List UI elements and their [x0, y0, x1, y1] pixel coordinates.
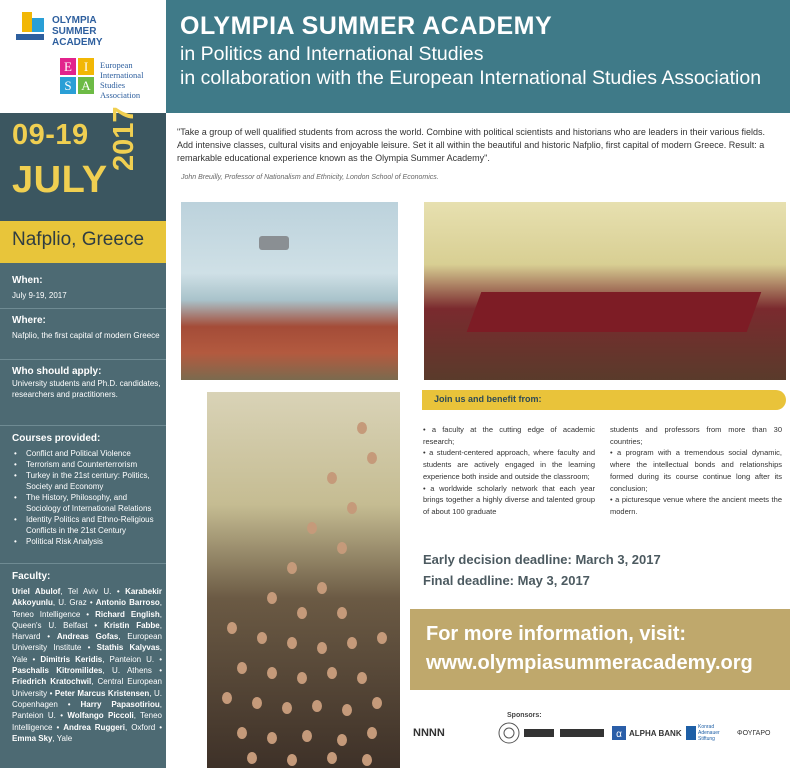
faculty-affiliation: , Panteion U. • [102, 654, 162, 664]
course-list [12, 448, 162, 547]
faculty-affiliation: , Central European University • [12, 677, 162, 698]
divider [0, 359, 166, 360]
person-shape [372, 697, 382, 709]
benefit-column-2 [610, 424, 782, 518]
faculty-name: Uriel Abulof [12, 587, 61, 596]
faculty-name: Andreas Gofas [56, 632, 119, 642]
person-shape [307, 522, 317, 534]
person-shape [327, 667, 337, 679]
person-shape [337, 734, 347, 746]
person-shape [367, 727, 377, 739]
person-shape [347, 637, 357, 649]
faculty-affiliation: , Yale [52, 733, 73, 743]
faculty-name: Friedrich Kratochwil [12, 677, 92, 687]
when-section: When: July 9-19, 2017 [12, 275, 67, 300]
faculty-name: Peter Marcus Kristensen [54, 688, 150, 698]
final-deadline: Final deadline: May 3, 2017 [423, 573, 590, 588]
page-subtitle-2: in collaboration with the European International Studies Association [180, 67, 762, 89]
person-shape [357, 672, 367, 684]
testimonial-quote: "Take a group of well qualified students from across the world. Combine with political scientists and historians who are leaders in their various fields. Add intensive classes, cultural visits and enjoyable leisure. Set it all within the beautiful and historic Nafplio, first capital of modern Greece. Result: a remarkable educational experience known as the Olympia Summer Academy". [177, 127, 765, 163]
page-title: OLYMPIA SUMMER ACADEMY [180, 12, 553, 40]
classroom-photo [424, 202, 786, 380]
date-box [0, 106, 166, 221]
date-days: 09-19 [12, 119, 89, 151]
website-link[interactable]: www.olympiasummeracademy.org [426, 652, 753, 674]
person-shape [267, 667, 277, 679]
sponsor-alpha-bank: ALPHA BANK [629, 728, 682, 738]
benefit-item: • a faculty at the cutting edge of academic research; [423, 425, 595, 446]
logo-area [0, 0, 166, 113]
course-item: • The History, Philosophy, and Sociology of International Relations [12, 492, 162, 514]
eisa-logo-icon: E I S A [60, 58, 96, 100]
person-shape [327, 472, 337, 484]
person-shape [367, 452, 377, 464]
faculty-name: Emma Sky [12, 733, 53, 743]
sponsor-kas: Konrad Adenauer Stiftung [698, 724, 720, 742]
info-heading: For more information, visit: [426, 623, 687, 645]
benefit-item: • a worldwide scholarly network that each year brings together a highly diverse and talented group of about 100 graduate [423, 483, 595, 516]
faculty-affiliation: , Queen's U. Belfast • [12, 609, 162, 630]
course-item: • Conflict and Political Violence [12, 448, 162, 459]
person-shape [297, 607, 307, 619]
course-item: • Identity Politics and Ethno-Religious Conflicts in the 21st Century [12, 514, 162, 536]
nafplio-photo [181, 202, 398, 380]
person-shape [237, 662, 247, 674]
faculty-name: Stathis Kalyvas [96, 643, 160, 653]
date-year: 2017 [108, 106, 140, 171]
faculty-affiliation: , U. Graz • [52, 598, 96, 608]
benefit-heading: Join us and benefit from: [434, 394, 542, 404]
sponsors-label: Sponsors: [507, 712, 542, 719]
faculty-name: Andrea Ruggeri [63, 722, 125, 732]
person-shape [337, 607, 347, 619]
faculty-affiliation: , U. Copenhagen • [12, 688, 162, 709]
person-shape [377, 632, 387, 644]
faculty-list [12, 586, 162, 744]
person-shape [297, 672, 307, 684]
faculty-affiliation: , Teneo Intelligence • [12, 598, 163, 619]
faculty-affiliation: , Yale • [12, 643, 163, 664]
faculty-affiliation: , Teneo Intelligence • [12, 711, 162, 732]
svg-text:α: α [616, 729, 622, 740]
person-shape [287, 562, 297, 574]
divider [0, 425, 166, 426]
person-shape [282, 702, 292, 714]
faculty-affiliation: , Oxford • [125, 722, 162, 732]
person-shape [287, 754, 297, 766]
benefit-item: • a program with a tremendous social dynamic, where the intellectual bonds and relationships formed during its course continue long after its conclusion; [610, 448, 782, 493]
group-photo [207, 392, 400, 768]
person-shape [317, 582, 327, 594]
person-shape [222, 692, 232, 704]
alpha-bank-icon [612, 722, 626, 744]
divider [0, 563, 166, 564]
faculty-name: Wolfango Piccoli [67, 711, 134, 721]
sidebar [0, 106, 166, 768]
courses-section: Courses provided: • Conflict and Political Violence • Terrorism and Counterterrorism • Turkey in the 21st century: Politics, Society and Economy • The History, Philosophy, and Sociology of International Relations • Identity Politics and Ethno-Religious Conflicts in the 21st Century • Political Risk Analysis [12, 433, 162, 547]
olympia-logo-mark-icon [16, 12, 44, 46]
course-item: • Political Risk Analysis [12, 536, 162, 547]
header-banner [0, 0, 790, 113]
page-subtitle-1: in Politics and International Studies [180, 43, 484, 65]
benefit-item: students and professors from more than 30 countries; [610, 425, 782, 446]
person-shape [357, 422, 367, 434]
divider [0, 308, 166, 309]
location-banner: Nafplio, Greece [0, 221, 166, 263]
person-shape [312, 700, 322, 712]
faculty-affiliation: , Harvard • [12, 620, 162, 642]
person-shape [362, 754, 372, 766]
sponsor-logo-icon [560, 722, 604, 744]
course-item: • Terrorism and Counterterrorism [12, 459, 162, 470]
benefit-column-1 [423, 424, 595, 518]
kas-icon [686, 722, 696, 744]
person-shape [302, 730, 312, 742]
faculty-section: Faculty: Uriel Abulof, Tel Aviv U. • Karabekir Akkoyunlu, U. Graz • Antonio Barroso, Teneo Intelligence • Richard English, Queen's U. Belfast • Kristin Fabbe, Harvard • Andreas Gofas, European University Institute • Stathis Kalyvas, Yale • Dimitris Keridis, Panteion U. • Paschalis Kitromilides, U. Athens • Friedrich Kratochwil, Central European University • Peter Marcus Kristensen, U. Copenhagen • Harry Papasotiriou, Panteion U. • Wolfango Piccoli, Teneo Intelligence • Andrea Ruggeri, Oxford • Emma Sky, Yale [12, 571, 163, 743]
faculty-affiliation: , Panteion U. • [12, 699, 162, 721]
person-shape [252, 697, 262, 709]
date-month: JULY [12, 159, 108, 201]
quote-attribution: John Breuilly, Professor of Nationalism and Ethnicity, London School of Economics. [181, 174, 439, 181]
sponsor-seal-icon [498, 722, 520, 744]
sponsor-nnnn-logo: NNNN [413, 727, 445, 739]
course-item: • Turkey in the 21st century: Politics, Society and Economy [12, 470, 162, 492]
table-shape [467, 292, 762, 332]
benefit-heading-bar [422, 390, 786, 410]
faculty-affiliation: , European University Institute • [12, 632, 162, 653]
person-shape [267, 592, 277, 604]
faculty-name: Kristin Fabbe [104, 620, 160, 630]
person-shape [247, 752, 257, 764]
person-shape [327, 752, 337, 764]
where-section: Where: Nafplio, the first capital of modern Greece [12, 315, 160, 340]
early-deadline: Early decision deadline: March 3, 2017 [423, 552, 661, 567]
faculty-name: Antonio Barroso [95, 598, 160, 608]
sponsor-logo-icon [524, 722, 554, 744]
fortress-shape [259, 236, 289, 250]
faculty-name: Karabekir Akkoyunlu [12, 587, 162, 608]
person-shape [227, 622, 237, 634]
person-shape [257, 632, 267, 644]
benefit-item: • a picturesque venue where the ancient meets the modern. [610, 495, 782, 516]
faculty-name: Harry Papasotiriou [80, 699, 160, 709]
faculty-name: Richard English [95, 609, 160, 619]
info-box [410, 609, 790, 690]
benefit-item: • a student-centered approach, where faculty and students are actively engaged in the learning experience both inside and outside the classroom; [423, 448, 595, 481]
person-shape [237, 727, 247, 739]
person-shape [342, 704, 352, 716]
person-shape [337, 542, 347, 554]
who-section: Who should apply: University students and Ph.D. candidates, researchers and practitioners. [12, 366, 161, 399]
person-shape [287, 637, 297, 649]
faculty-affiliation: , Tel Aviv U. • [60, 587, 126, 596]
person-shape [317, 642, 327, 654]
olympia-logo-text: OLYMPIA SUMMER ACADEMY [52, 15, 103, 48]
faculty-name: Paschalis Kitromilides [12, 666, 103, 676]
header-title-block [180, 10, 761, 90]
person-shape [267, 732, 277, 744]
eisa-logo-text: European International Studies Association [100, 60, 144, 100]
sponsor-fougaro: ΦΟΥΓΑΡΟ [737, 729, 771, 737]
faculty-name: Dimitris Keridis [40, 654, 103, 664]
faculty-affiliation: , U. Athens • [102, 666, 162, 676]
person-shape [347, 502, 357, 514]
